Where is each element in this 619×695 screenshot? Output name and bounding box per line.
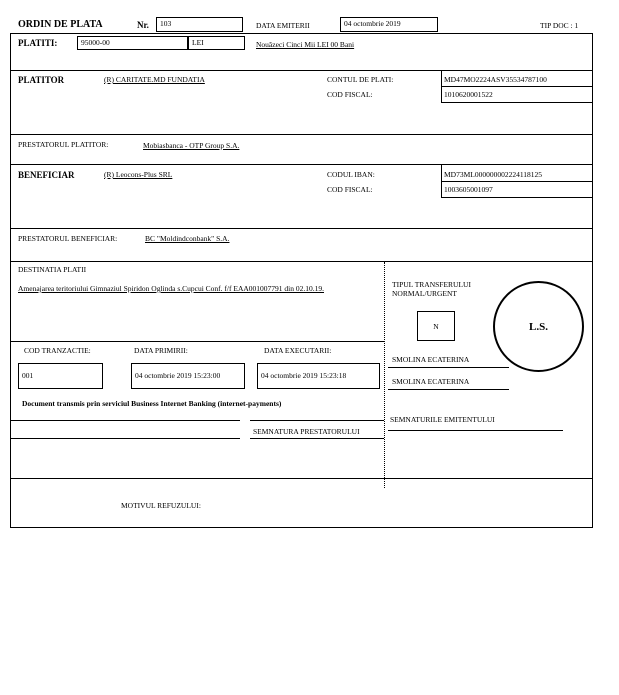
platiti-label: PLATITI: [18,38,58,48]
platitor-fiscal-value: 1010620001522 [444,90,493,99]
transfer-type-label: TIPUL TRANSFERULUI [392,280,471,289]
divider [10,134,593,135]
data-executarii-label: DATA EXECUTARII: [264,346,332,355]
transmis-notice: Document transmis prin serviciul Business Internet Banking (internet-payments) [22,399,282,408]
platitor-fiscal-label: COD FISCAL: [327,90,373,99]
platitor-account-value: MD47MO2224ASV35534787100 [444,75,547,84]
nr-field: 103 [156,17,243,32]
divider [10,70,593,71]
divider [388,430,563,431]
divider [388,367,509,368]
transfer-type-field: N [417,311,455,341]
divider [250,438,384,439]
divider [10,261,593,262]
prestator-beneficiar-value: BC "Moldindconbank" S.A. [145,234,230,243]
cod-tranzactie-field: 001 [18,363,103,389]
beneficiar-iban-label: CODUL IBAN: [327,170,375,179]
divider [10,420,240,421]
currency-field: LEI [188,36,245,50]
platitor-label: PLATITOR [18,75,65,85]
data-primirii-field: 04 octombrie 2019 15:23:00 [131,363,245,389]
destinatia-text: Amenajarea teritoriului Gimnaziul Spiridon Oglinda s.Cupcui Conf. f/f EAA001007791 din 02.10.19. [18,284,324,293]
semnatura-prestator-label: SEMNATURA PRESTATORULUI [253,427,360,436]
cod-tranzactie-label: COD TRANZACTIE: [24,346,91,355]
divider [10,164,593,165]
amount-field: 95000-00 [77,36,188,50]
date-emitted-label: DATA EMITERII [256,21,310,30]
divider [441,86,593,87]
amount-in-words: Nouăzeci Cinci Mii LEI 00 Bani [256,40,355,49]
document-title: ORDIN DE PLATA [18,19,103,30]
motivul-refuzului-label: MOTIVUL REFUZULUI: [121,501,201,510]
divider [250,420,384,421]
prestator-beneficiar-label: PRESTATORUL BENEFICIAR: [18,234,118,243]
prestator-platitor-label: PRESTATORUL PLATITOR: [18,140,109,149]
semnaturi-emitent-label: SEMNATURILE EMITENTULUI [390,415,495,424]
beneficiar-label: BENEFICIAR [18,170,75,180]
divider [10,478,593,479]
data-executarii-field: 04 octombrie 2019 15:23:18 [257,363,380,389]
platitor-name: (R) CARITATE.MD FUNDATIA [104,75,205,84]
dotted-separator [384,262,385,488]
form-frame [10,33,593,528]
platitor-account-label: CONTUL DE PLATI: [327,75,394,84]
beneficiar-fiscal-value: 1003605001097 [444,185,493,194]
divider [10,438,240,439]
beneficiar-name: (R) Leocons-Plus SRL [104,170,173,179]
destinatia-label: DESTINATIA PLATII [18,265,87,274]
divider [441,181,593,182]
divider [10,341,384,342]
signer-first: SMOLINA ECATERINA [392,355,470,364]
beneficiar-fiscal-label: COD FISCAL: [327,185,373,194]
prestator-platitor-value: Mobiasbanca - OTP Group S.A. [143,141,240,150]
divider [441,102,593,103]
date-emitted-field: 04 octombrie 2019 [340,17,438,32]
nr-label: Nr. [137,20,149,30]
divider [10,228,593,229]
transfer-type-sublabel: NORMAL/URGENT [392,289,457,298]
divider [441,197,593,198]
divider [388,389,509,390]
signer-second: SMOLINA ECATERINA [392,377,470,386]
beneficiar-iban-value: MD73ML000000002224118125 [444,170,543,179]
stamp-circle: L.S. [493,281,584,372]
tip-doc: TIP DOC : 1 [540,21,579,30]
data-primirii-label: DATA PRIMIRII: [134,346,188,355]
